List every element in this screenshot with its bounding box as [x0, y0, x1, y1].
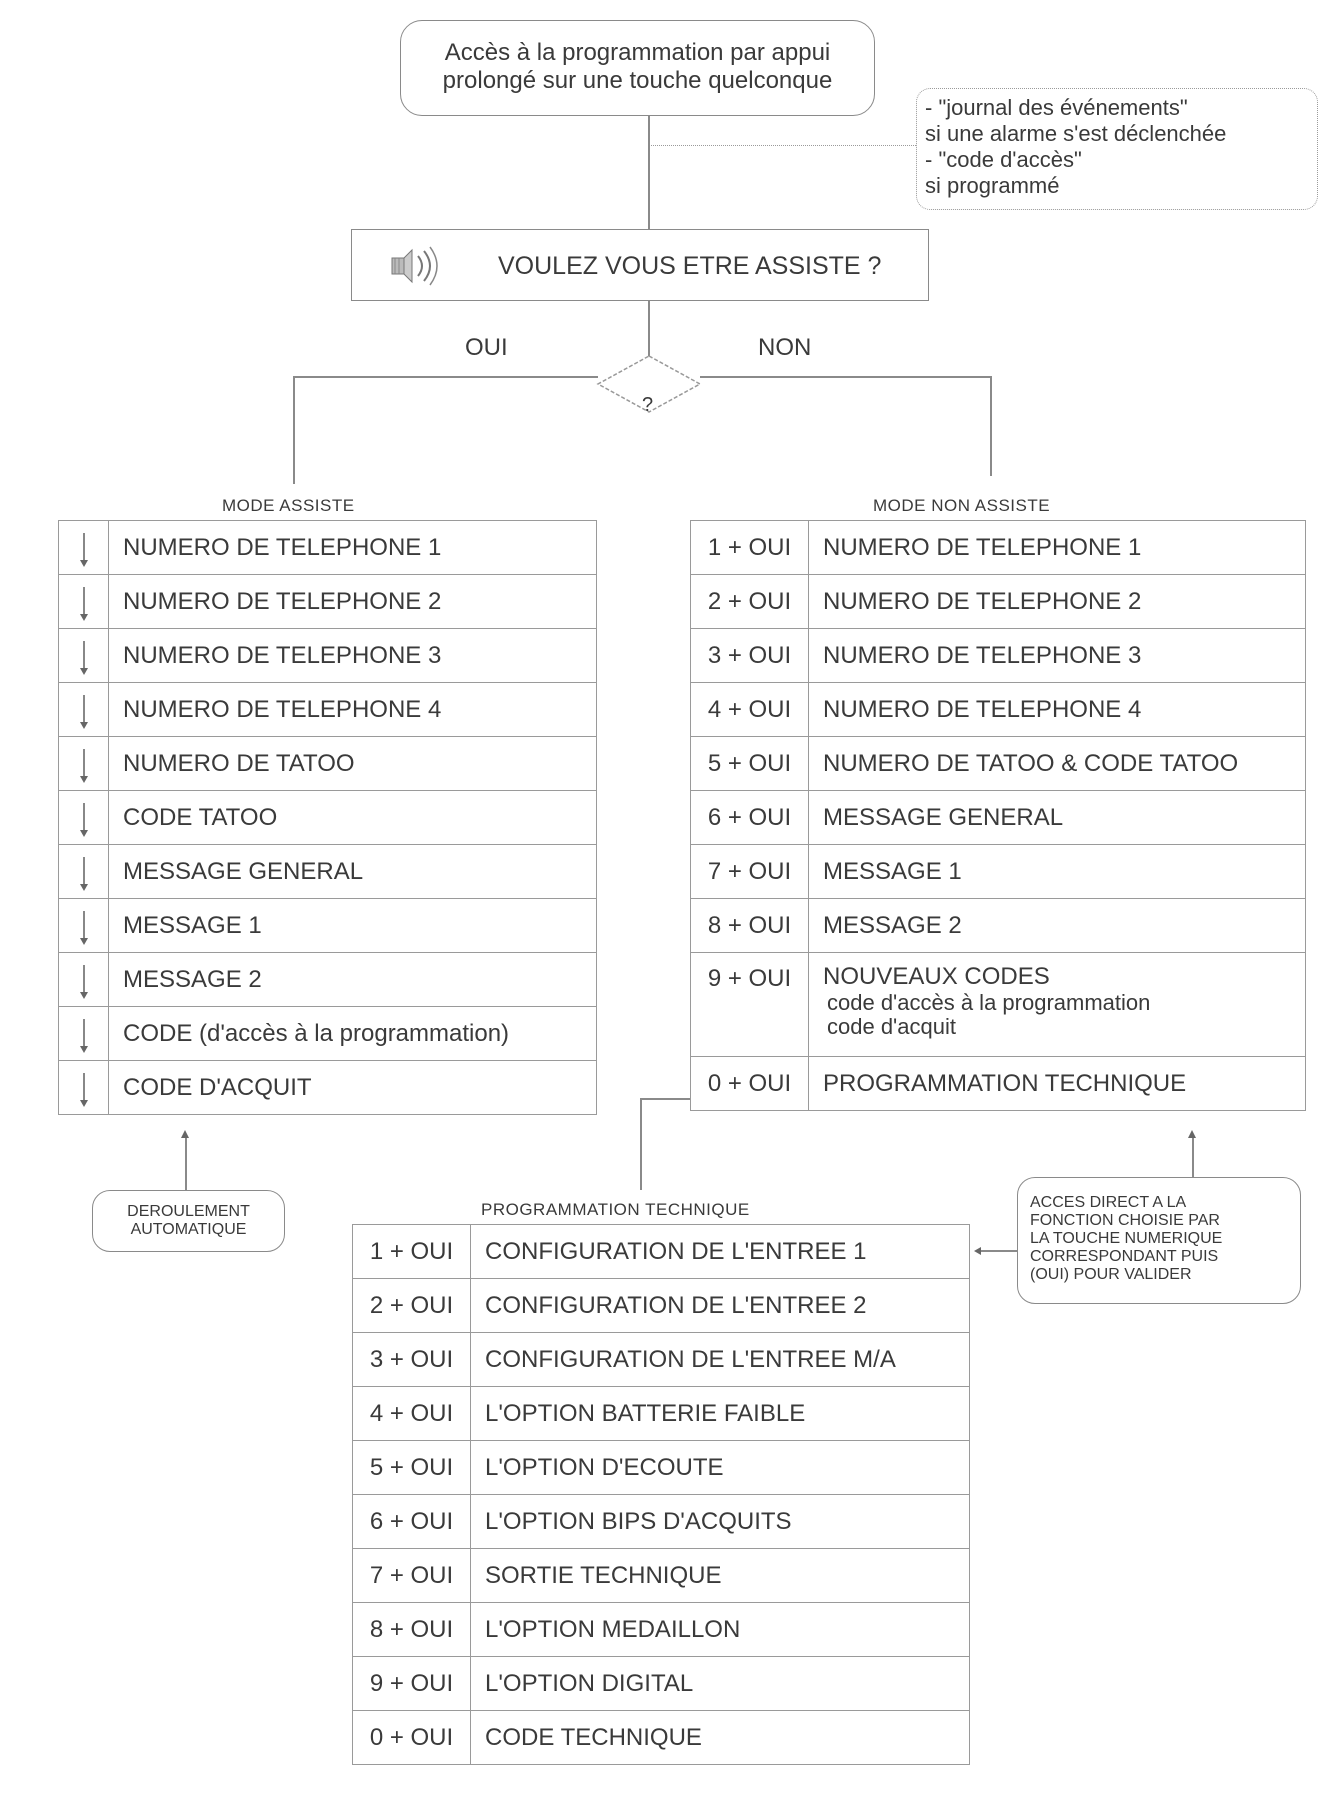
- key-combo: 6 + OUI: [691, 791, 809, 845]
- key-combo: 7 + OUI: [691, 845, 809, 899]
- connector-line: [648, 116, 650, 229]
- assisted-item: CODE D'ACQUIT: [109, 1061, 597, 1115]
- down-arrow-icon: [59, 683, 109, 737]
- note-line: si une alarme s'est déclenchée: [925, 121, 1227, 146]
- table-row: [59, 1061, 597, 1115]
- assisted-item: MESSAGE 1: [109, 899, 597, 953]
- table-row: [691, 629, 1306, 683]
- function-label: MESSAGE GENERAL: [809, 791, 1306, 845]
- assisted-item: CODE (d'accès à la programmation): [109, 1007, 597, 1061]
- table-row: [691, 737, 1306, 791]
- function-label: L'OPTION D'ECOUTE: [471, 1441, 970, 1495]
- key-combo: 9 + OUI: [353, 1657, 471, 1711]
- non-assisted-title: MODE NON ASSISTE: [873, 496, 1051, 515]
- key-combo: 1 + OUI: [353, 1225, 471, 1279]
- table-row: [691, 953, 1306, 1057]
- table-row: [691, 899, 1306, 953]
- note-connector: [648, 145, 916, 146]
- table-row: [353, 1225, 970, 1279]
- callout-line: LA TOUCHE NUMERIQUE: [1030, 1230, 1223, 1247]
- key-combo: 3 + OUI: [353, 1333, 471, 1387]
- table-row: [691, 683, 1306, 737]
- callout-line: CORRESPONDANT PUIS: [1030, 1248, 1219, 1265]
- function-label: PROGRAMMATION TECHNIQUE: [809, 1057, 1306, 1111]
- function-label: L'OPTION BATTERIE FAIBLE: [471, 1387, 970, 1441]
- down-arrow-icon: [59, 791, 109, 845]
- start-line-1: Accès à la programmation par appui: [444, 39, 831, 66]
- assisted-item: NUMERO DE TELEPHONE 1: [109, 521, 597, 575]
- connector-line: [640, 1098, 642, 1190]
- start-text: [401, 39, 874, 95]
- table-row: [59, 737, 597, 791]
- connector-line: [1192, 1135, 1194, 1177]
- assisted-item: NUMERO DE TELEPHONE 4: [109, 683, 597, 737]
- assisted-item: NUMERO DE TELEPHONE 3: [109, 629, 597, 683]
- key-combo: 0 + OUI: [691, 1057, 809, 1111]
- key-combo: 2 + OUI: [353, 1279, 471, 1333]
- down-arrow-icon: [59, 953, 109, 1007]
- function-label: CONFIGURATION DE L'ENTREE M/A: [471, 1333, 970, 1387]
- note-line: - "code d'accès": [925, 147, 1082, 172]
- technical-table: [352, 1224, 970, 1765]
- callout-line: DEROULEMENT: [127, 1203, 250, 1220]
- up-arrow-icon: [181, 1130, 189, 1138]
- connector-line: [185, 1135, 187, 1191]
- table-row: [353, 1441, 970, 1495]
- key-combo: 5 + OUI: [353, 1441, 471, 1495]
- table-row: [353, 1387, 970, 1441]
- function-label: MESSAGE 1: [809, 845, 1306, 899]
- key-combo: 5 + OUI: [691, 737, 809, 791]
- key-combo: 3 + OUI: [691, 629, 809, 683]
- table-row: [691, 575, 1306, 629]
- assisted-item: NUMERO DE TELEPHONE 2: [109, 575, 597, 629]
- function-label: NUMERO DE TELEPHONE 1: [809, 521, 1306, 575]
- assisted-item: NUMERO DE TATOO: [109, 737, 597, 791]
- table-row: [353, 1657, 970, 1711]
- table-row: [59, 845, 597, 899]
- technical-title: PROGRAMMATION TECHNIQUE: [481, 1200, 750, 1219]
- table-row: [691, 1057, 1306, 1111]
- table-row: [59, 521, 597, 575]
- key-combo: 9 + OUI: [691, 953, 809, 1057]
- function-label: NUMERO DE TELEPHONE 4: [809, 683, 1306, 737]
- key-combo: 8 + OUI: [353, 1603, 471, 1657]
- function-label: NUMERO DE TELEPHONE 2: [809, 575, 1306, 629]
- connector-line: [293, 376, 598, 378]
- function-sublabel: code d'acquit: [827, 1014, 956, 1039]
- callout-line: (OUI) POUR VALIDER: [1030, 1266, 1192, 1283]
- table-row: [59, 791, 597, 845]
- down-arrow-icon: [59, 899, 109, 953]
- assisted-item: CODE TATOO: [109, 791, 597, 845]
- assisted-title: MODE ASSISTE: [222, 496, 355, 515]
- direct-access-callout: [1017, 1177, 1301, 1304]
- table-row: [59, 953, 597, 1007]
- note-box: [916, 88, 1318, 210]
- question-text: VOULEZ VOUS ETRE ASSISTE ?: [498, 252, 882, 280]
- table-row: [59, 683, 597, 737]
- function-sublabel: code d'accès à la programmation: [827, 990, 1151, 1015]
- table-row: [353, 1333, 970, 1387]
- callout-line: AUTOMATIQUE: [130, 1221, 247, 1238]
- key-combo: 0 + OUI: [353, 1711, 471, 1765]
- function-label: CODE TECHNIQUE: [471, 1711, 970, 1765]
- connector-line: [293, 376, 295, 484]
- table-row: [59, 629, 597, 683]
- connector-line: [640, 1098, 690, 1100]
- table-row: [353, 1603, 970, 1657]
- speaker-icon: [388, 244, 448, 293]
- function-label: CONFIGURATION DE L'ENTREE 2: [471, 1279, 970, 1333]
- non-assisted-table: [690, 520, 1306, 1111]
- key-combo: 4 + OUI: [353, 1387, 471, 1441]
- key-combo: 6 + OUI: [353, 1495, 471, 1549]
- key-combo: 8 + OUI: [691, 899, 809, 953]
- function-label: NUMERO DE TELEPHONE 3: [809, 629, 1306, 683]
- assisted-item: MESSAGE GENERAL: [109, 845, 597, 899]
- function-label: L'OPTION BIPS D'ACQUITS: [471, 1495, 970, 1549]
- callout-line: ACCES DIRECT A LA: [1030, 1194, 1187, 1211]
- connector-line: [700, 376, 990, 378]
- assisted-item: MESSAGE 2: [109, 953, 597, 1007]
- function-label: L'OPTION DIGITAL: [471, 1657, 970, 1711]
- assisted-table: [58, 520, 597, 1115]
- table-row: [353, 1711, 970, 1765]
- question-box: [351, 229, 929, 301]
- auto-scroll-callout: [92, 1190, 285, 1252]
- table-row: [353, 1279, 970, 1333]
- up-arrow-icon: [1188, 1130, 1196, 1138]
- table-row: [59, 1007, 597, 1061]
- decision-yes: OUI: [465, 334, 508, 361]
- decision-no: NON: [758, 334, 812, 361]
- function-label: SORTIE TECHNIQUE: [471, 1549, 970, 1603]
- function-label: NOUVEAUX CODES: [823, 963, 1050, 990]
- function-label: CONFIGURATION DE L'ENTREE 1: [471, 1225, 970, 1279]
- table-row: [353, 1549, 970, 1603]
- start-box: [400, 20, 875, 116]
- down-arrow-icon: [59, 1007, 109, 1061]
- function-label: MESSAGE 2: [809, 899, 1306, 953]
- down-arrow-icon: [59, 845, 109, 899]
- table-row: [59, 575, 597, 629]
- function-cell: [809, 953, 1306, 1057]
- key-combo: 1 + OUI: [691, 521, 809, 575]
- down-arrow-icon: [59, 521, 109, 575]
- decision-symbol: ?: [642, 394, 654, 416]
- down-arrow-icon: [59, 737, 109, 791]
- table-row: [691, 791, 1306, 845]
- table-row: [353, 1495, 970, 1549]
- connector-line: [990, 376, 992, 476]
- callout-line: FONCTION CHOISIE PAR: [1030, 1212, 1220, 1229]
- connector-line: [980, 1250, 1017, 1252]
- key-combo: 7 + OUI: [353, 1549, 471, 1603]
- left-arrow-icon: [974, 1247, 981, 1255]
- note-line: - "journal des événements": [925, 95, 1188, 120]
- function-label: NUMERO DE TATOO & CODE TATOO: [809, 737, 1306, 791]
- start-line-2: prolongé sur une touche quelconque: [442, 67, 833, 94]
- note-line: si programmé: [925, 173, 1060, 198]
- down-arrow-icon: [59, 1061, 109, 1115]
- function-label: L'OPTION MEDAILLON: [471, 1603, 970, 1657]
- table-row: [59, 899, 597, 953]
- table-row: [691, 845, 1306, 899]
- key-combo: 2 + OUI: [691, 575, 809, 629]
- key-combo: 4 + OUI: [691, 683, 809, 737]
- down-arrow-icon: [59, 629, 109, 683]
- down-arrow-icon: [59, 575, 109, 629]
- table-row: [691, 521, 1306, 575]
